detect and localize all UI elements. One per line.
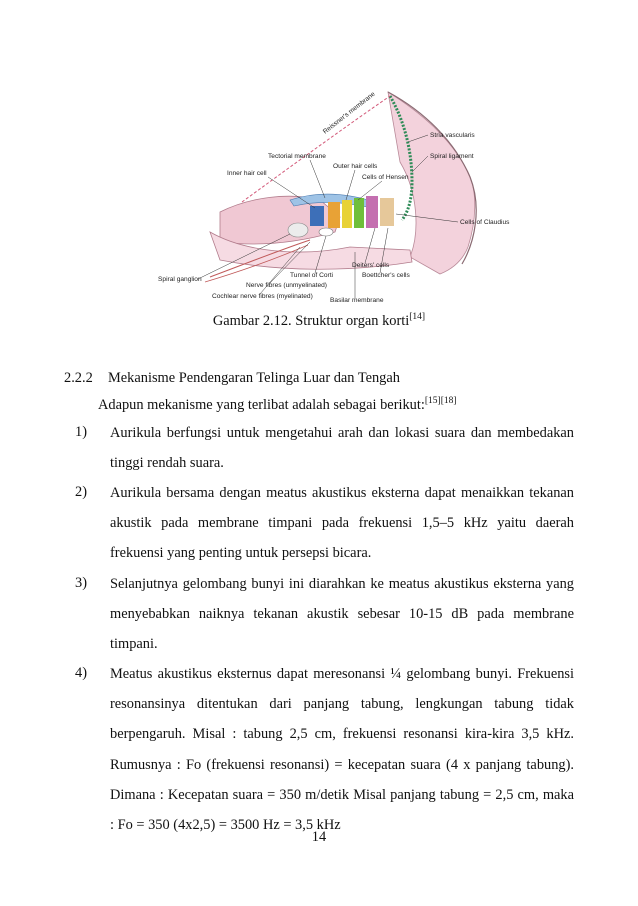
list-item-number: 4) bbox=[75, 665, 87, 681]
label-deiters-cells: Deiters' cells bbox=[352, 262, 390, 269]
list-item-text: Selanjutnya gelombang bunyi ini diarahkan ke meatus akustikus eksterna yang menyebabkan naiknya tekanan akustik sebesar 10-15 dB pada membrane timpani. bbox=[110, 576, 574, 653]
list-item bbox=[75, 569, 574, 660]
deiters-cells-shape bbox=[380, 198, 394, 226]
list-item bbox=[75, 478, 574, 569]
list-item-text: Meatus akustikus eksternus dapat meresonansi ¼ gelombang bunyi. Frekuensi resonansinya ditentukan dari panjang tabung, lengkungan tabung tidak berpengaruh. Misal : tabung 2,5 cm, frekuensi resonansi kira-kira 3,5 kHz. Rumusnya : Fo (frekuensi resonansi) = kecepatan suara (4 x panjang tabung). Dimana : Kecepatan suara = 350 m/detik Misal panjang tabung = 2,5 cm, maka : Fo = 350 (4x2,5) = 3500 Hz = 3,5 kHz bbox=[110, 666, 574, 834]
label-boettchers-cells: Boettcher's cells bbox=[362, 272, 410, 279]
intro-paragraph bbox=[98, 397, 457, 414]
organ-of-corti-figure bbox=[150, 82, 536, 307]
caption-text: Gambar 2.12. Struktur organ korti bbox=[212, 313, 410, 329]
list-item-number: 1) bbox=[75, 424, 87, 440]
section-heading bbox=[64, 370, 400, 387]
outer-hair-cells-shape bbox=[342, 200, 352, 228]
list-item bbox=[75, 659, 574, 840]
list-item bbox=[75, 418, 574, 478]
label-cells-of-hensen: Cells of Hensen bbox=[362, 174, 409, 181]
hensen-cells-shape bbox=[354, 198, 364, 228]
inner-hair-cell-shape bbox=[310, 206, 324, 226]
spiral-ganglion-shape bbox=[288, 223, 308, 237]
label-spiral-ligament: Spiral ligament bbox=[430, 153, 474, 160]
section-title: Mekanisme Pendengaran Telinga Luar dan Tengah bbox=[108, 370, 400, 386]
label-tunnel-of-corti: Tunnel of Corti bbox=[290, 272, 334, 279]
tunnel-of-corti-shape bbox=[319, 228, 333, 236]
list-item-number: 2) bbox=[75, 484, 87, 500]
organ-of-corti-illustration bbox=[150, 82, 536, 307]
label-outer-hair-cells: Outer hair cells bbox=[333, 163, 378, 170]
label-spiral-ganglion: Spiral ganglion bbox=[158, 276, 202, 283]
label-basilar-membrane: Basilar membrane bbox=[330, 297, 384, 304]
intro-text: Adapun mekanisme yang terlibat adalah sebagai berikut: bbox=[98, 397, 425, 413]
caption-citation: [14] bbox=[409, 312, 426, 323]
label-inner-hair-cell: Inner hair cell bbox=[227, 170, 267, 177]
label-reissners-membrane: Reissner's membrane bbox=[321, 90, 377, 136]
page-number: 14 bbox=[311, 829, 327, 845]
list-item-text: Aurikula bersama dengan meatus akustikus eksterna dapat menaikkan tekanan akustik pada membrane timpani pada frekuensi 1,5–5 kHz yaitu daerah frekuensi yang penting untuk persepsi bicara. bbox=[110, 485, 574, 562]
label-stria-vascularis: Stria vascularis bbox=[430, 132, 475, 139]
figure-caption bbox=[0, 313, 638, 330]
reissners-membrane-line bbox=[242, 96, 390, 202]
list-item-text: Aurikula berfungsi untuk mengetahui arah dan lokasi suara dan membedakan tinggi rendah suara. bbox=[110, 425, 574, 472]
intro-citation: [15][18] bbox=[424, 396, 457, 407]
claudius-cells-shape bbox=[366, 196, 378, 228]
section-number: 2.2.2 bbox=[64, 370, 93, 386]
list-item-number: 3) bbox=[75, 575, 87, 591]
label-cells-of-claudius: Cells of Claudius bbox=[460, 219, 510, 226]
label-tectorial-membrane: Tectorial membrane bbox=[268, 153, 326, 160]
label-nerve-fibres-unmyelinated: Nerve fibres (unmyelinated) bbox=[246, 282, 327, 289]
pillar-cells-shape bbox=[328, 202, 340, 228]
label-cochlear-nerve-fibres: Cochlear nerve fibres (myelinated) bbox=[212, 293, 313, 300]
